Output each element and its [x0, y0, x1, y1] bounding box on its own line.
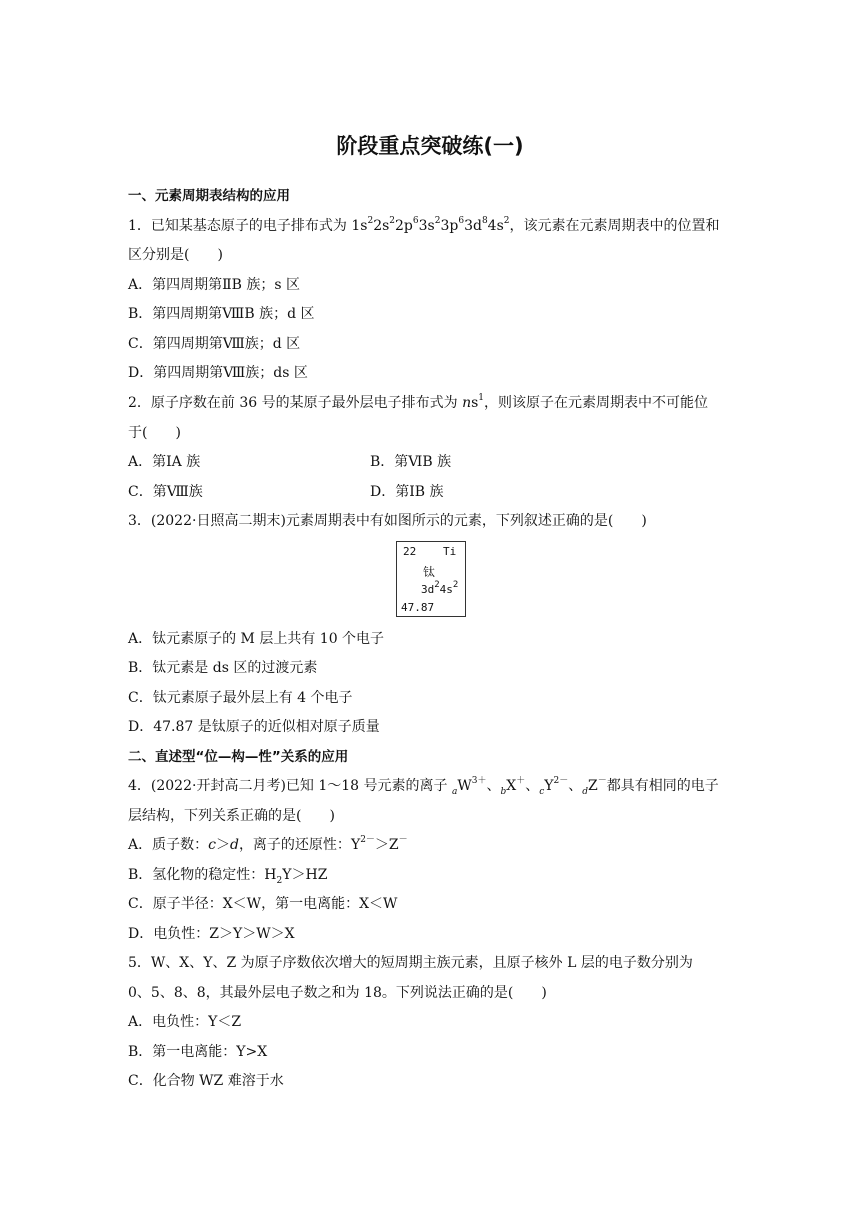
question-4-stem-line2: 层结构，下列关系正确的是( )	[128, 808, 335, 824]
question-1-option-c: C．第四周期第Ⅷ族；d 区	[128, 336, 301, 352]
question-4-option-b: B．氢化物的稳定性：$H_2Y>HZ$	[128, 867, 328, 886]
element-symbol: Ti	[443, 545, 457, 558]
titanium-element-card	[396, 541, 466, 617]
question-2-stem: 2．原子序数在前 36 号的某原子最外层电子排布式为 $ns^1$，则该原子在元素周期表中不可能位	[128, 393, 709, 411]
question-5-option-c: C．化合物 WZ 难溶于水	[128, 1073, 284, 1089]
question-3-option-b: B．钛元素是 ds 区的过渡元素	[128, 660, 318, 676]
element-name: 钛	[423, 565, 436, 579]
electron-configuration: $3d^24s^2$	[421, 580, 459, 596]
question-2-option-a: A．第ⅠA 族	[128, 454, 201, 470]
question-5-option-b: B．第一电离能：Y>X	[128, 1044, 268, 1060]
question-5-stem-line2: 0、5、8、8，其最外层电子数之和为 18。下列说法正确的是( )	[128, 985, 547, 1001]
question-5-stem: 5．W、X、Y、Z 为原子序数依次增大的短周期主族元素，且原子核外 L 层的电子数分别为	[128, 955, 693, 971]
question-4-option-c: C．原子半径：X＜W，第一电离能：X＜W	[128, 896, 398, 912]
question-1-stem-line2: 区分别是( )	[128, 247, 223, 263]
question-2-option-c: C．第Ⅷ族	[128, 484, 203, 500]
question-1-option-b: B．第四周期第ⅧB 族；d 区	[128, 306, 315, 322]
question-2-option-d: D．第ⅠB 族	[370, 484, 444, 500]
question-3-option-d: D．47.87 是钛原子的近似相对原子质量	[128, 719, 380, 735]
question-2-option-b: B．第ⅥB 族	[370, 454, 452, 470]
question-3-stem: 3．(2022·日照高二期末)元素周期表中有如图所示的元素，下列叙述正确的是( )	[128, 513, 647, 529]
question-1-stem: 1．已知某基态原子的电子排布式为 $1s^22s^22p^63s^23p^63d^84s^2$，该元素在元素周期表中的位置和	[128, 216, 720, 234]
atomic-number: 22	[403, 545, 417, 558]
question-3-option-c: C．钛元素原子最外层上有 4 个电子	[128, 690, 353, 706]
page-title: 阶段重点突破练(一)	[336, 134, 524, 158]
question-4-stem: 4．(2022·开封高二月考)已知 1～18 号元素的离子 $_aW^{3+}$、$_b$X＋、$_cY^{2-}$、$_d$Z－都具有相同的电子	[128, 776, 719, 797]
question-4-option-a: A．质子数：c＞d，离子的还原性：$Y^{2-}>Z^-$	[128, 835, 408, 853]
section-heading-1: 一、元素周期表结构的应用	[128, 188, 290, 204]
question-4-option-d: D．电负性：Z＞Y＞W＞X	[128, 926, 295, 942]
question-2-stem-line2: 于( )	[128, 425, 181, 441]
section-heading-2: 二、直述型“位—构—性”关系的应用	[128, 749, 349, 765]
question-3-option-a: A．钛元素原子的 M 层上共有 10 个电子	[128, 631, 385, 647]
question-5-option-a: A．电负性：Y＜Z	[128, 1014, 242, 1030]
question-1-option-a: A．第四周期第ⅡB 族；s 区	[128, 277, 300, 293]
question-1-option-d: D．第四周期第Ⅷ族；ds 区	[128, 365, 308, 381]
atomic-mass: 47.87	[401, 601, 435, 614]
